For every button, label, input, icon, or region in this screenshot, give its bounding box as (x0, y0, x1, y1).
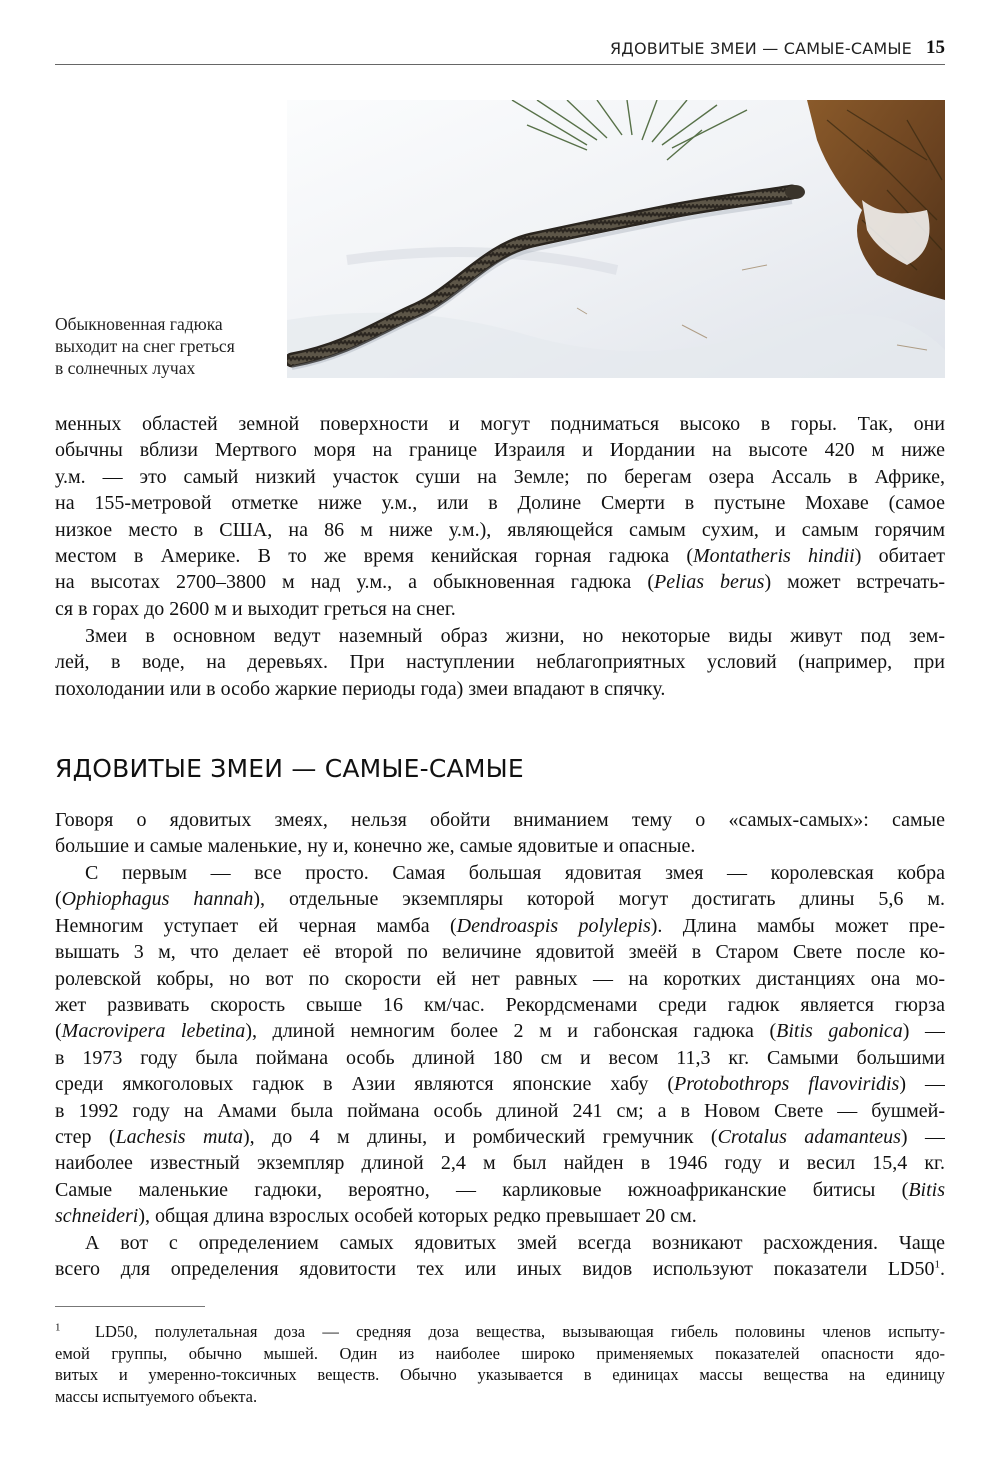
footnote-rule (55, 1306, 205, 1307)
footnote-ref: 1 (934, 1258, 940, 1271)
paragraph-continued: менных областей земной поверхности и могут подниматься высоко в горы. Так, они обычны вблизи Мертвого моря на границе Израиля и Иордании на высоте 420 м ниже у.м. — это самый низкий участок суши на Земле; по берегам озера Ассаль в Африке, на 155-метровой отметке ниже у.м., или в Долине Смерти в пустыне Мохаве (самое низкое место в США, на 86 м ниже у.м.), являющейся самым сухим, и самым горячим местом в Америке. В то же время кенийская горная гадюка (Montatheris hindii) обитает на высотах 2700–3800 м над у.м., а обыкновенная гадюка (Pelias berus) может встречать- ся в горах до 2600 м и выходит греться на снег. (55, 413, 945, 620)
paragraph-toxicity: А вот с определением самых ядовитых змей всегда возникают расхождения. Чаще всего для определения ядовитости тех или иных видов используют показатели $LD50^1$. (55, 1232, 945, 1281)
paragraph-sizes: С первым — все просто. Самая большая ядовитая змея — королевская кобра (Ophiophagus hannah), отдельные экземпляры которой могут достигать длины 5,6 м. Немногим уступает ей черная мамба (Dendroaspis polylepis). Длина мамбы может пре- вышать 3 м, что делает её второй по величине ядовитой змеёй в Старом Свете после ко- ролевской кобры, но вот по скорости ей нет равных — на коротких дистанциях она мо- жет развивать скорость свыше 16 км/час. Рекордсменами среди гадюк является гюрза (Macrovipera lebetina), длиной немногим более 2 м и габонская гадюка (Bitis gabonica) — в 1973 году была поймана особь длиной 180 см и весом 11,3 кг. Самыми большими среди ямкоголовых гадюк в Азии являются японские хабу (Protobothrops flavoviridis) — в 1992 году на Амами была поймана особь длиной 241 см; а в Новом Свете — бушмей- стер (Lachesis muta), до 4 м длины, и ромбический гремучник (Crotalus adamanteus) — наиболее известный экземпляр длиной 2,4 м был найден в 1946 году и весил 15,4 кг. Самые маленькие гадюки, вероятно, — карликовые южноафриканские битисы (Bitis schneideri), общая длина взрослых особей которых редко превышает 20 см. (55, 862, 945, 1228)
section-heading: ЯДОВИТЫЕ ЗМЕИ — САМЫЕ-САМЫЕ (55, 754, 524, 783)
footnote: $^1$ LD50, полулетальная доза — средняя доза вещества, вызывающая гибель половины членов испыту- емой группы, обычно мышей. Один из наиболее широко применяемых показателей опасности ядо- витых и умеренно-токсичных веществ. Обычно указывается в единицах массы вещества на единицу массы испытуемого объекта. (55, 1321, 945, 1406)
paragraph-habitat: Змеи в основном ведут наземный образ жизни, но некоторые виды живут под зем- лей, в воде, на деревьях. При наступлении неблагоприятных условий (например, при похолодании или в особо жаркие периоды года) змеи впадают в спячку. (55, 625, 945, 700)
page-number: 15 (926, 37, 945, 58)
footnote-marker: 1 (55, 1321, 61, 1334)
viper-on-snow-photo (287, 100, 945, 378)
running-title: ЯДОВИТЫЕ ЗМЕИ — САМЫЕ-САМЫЕ (609, 39, 912, 58)
caption-line: в солнечных лучах (55, 358, 196, 378)
figure-caption (55, 313, 280, 379)
paragraph-intro: Говоря о ядовитых змеях, нельзя обойти вниманием тему о «самых-самых»: самые большие и самые маленькие, ну и, конечно же, самые ядовитые и опасные. (55, 809, 945, 858)
caption-line: Обыкновенная гадюка (55, 314, 223, 334)
running-header (55, 36, 945, 65)
caption-line: выходит на снег греться (55, 336, 235, 356)
